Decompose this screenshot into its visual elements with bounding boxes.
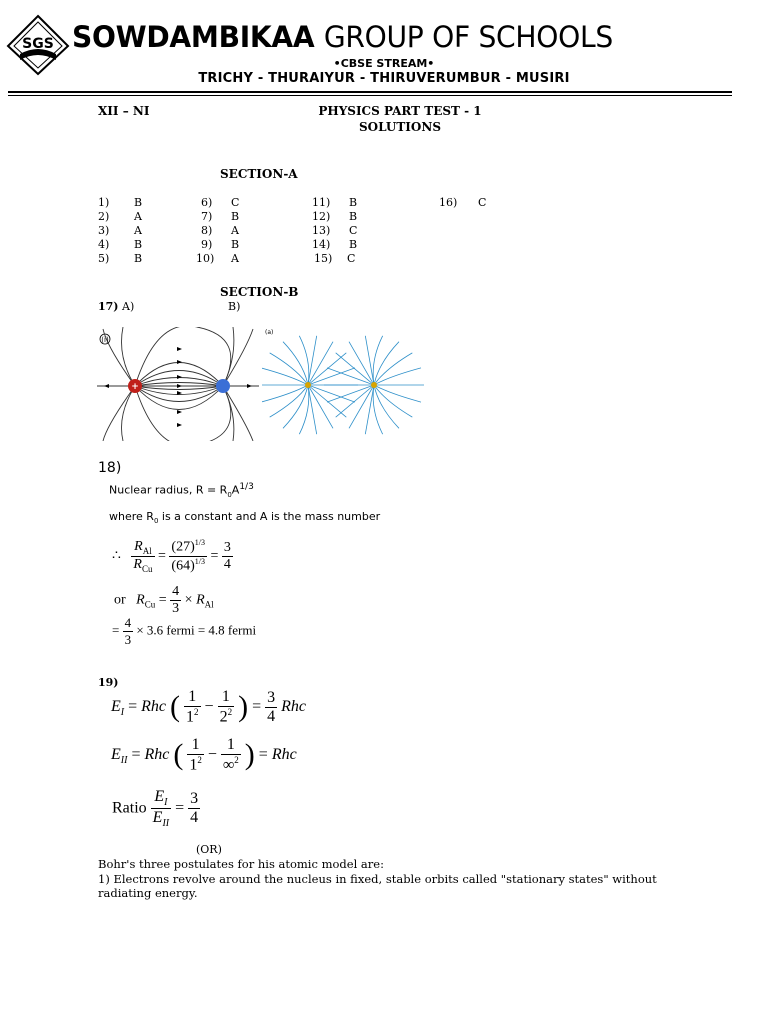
- svg-text:+: +: [131, 382, 139, 392]
- q17-label: [98, 300, 134, 313]
- q18-line1: [109, 482, 254, 499]
- answer-num: 11): [312, 196, 331, 209]
- answer-value: B: [231, 238, 240, 251]
- stream-label: •CBSE STREAM•: [333, 57, 435, 70]
- answer-num: 3): [98, 224, 110, 237]
- field-line: [373, 385, 383, 434]
- q19-e2-eq: $E_{II}$ = Rhc ( $\frac{1}{1^2}$ − $\frac{1}{\infty^2}$ ) = Rhc: [111, 736, 297, 774]
- school-name-bold: SOWDAMBIKAA: [72, 20, 315, 54]
- q17-part-b: B): [228, 300, 241, 313]
- field-line: [308, 385, 346, 417]
- test-title: PHYSICS PART TEST - 1: [318, 104, 482, 118]
- answer-value: A: [231, 252, 239, 265]
- answer-value: B: [134, 238, 143, 251]
- q19-number: 19): [98, 676, 119, 689]
- school-name-rest: GROUP OF SCHOOLS: [323, 20, 613, 54]
- field-line: [327, 385, 374, 402]
- answer-value: A: [134, 224, 142, 237]
- q18-three-quarters: $\frac{3}{4}$: [223, 539, 231, 572]
- answer-num: 12): [312, 210, 331, 223]
- answer-num: 8): [201, 224, 213, 237]
- q18-rcu-eq: or $R_{Cu}$ = $\frac{4}{3}$ × $R_{Al}$: [114, 584, 214, 616]
- q19-ratio-eq: Ratio $\frac{E_I}{E_{II}}$ = $\frac{3}{4}$: [112, 788, 199, 830]
- answer-value: A: [134, 210, 142, 223]
- answer-value: C: [478, 196, 487, 209]
- header-rule-thin: [8, 95, 732, 96]
- header-rule: [8, 91, 732, 93]
- q18-number: 18): [98, 460, 122, 476]
- answer-value: C: [347, 252, 356, 265]
- answer-value: B: [134, 196, 143, 209]
- answer-num: 15): [314, 252, 333, 265]
- q17-part-a: A): [122, 300, 135, 313]
- field-line: [308, 353, 346, 385]
- answer-num: 10): [196, 252, 215, 265]
- answer-num: 5): [98, 252, 110, 265]
- answer-num: 9): [201, 238, 213, 251]
- answer-value: B: [349, 196, 358, 209]
- q18-sub: 0: [227, 490, 232, 499]
- q18-text: where R: [109, 510, 154, 523]
- charge-left: [305, 382, 311, 388]
- answer-num: 14): [312, 238, 331, 251]
- q18-mass-frac: $\frac{(27)^{1/3}}{(64)^{1/3}}$: [171, 538, 205, 574]
- field-line: [299, 336, 309, 385]
- negative-charge: [216, 379, 230, 393]
- q18-text: is a constant and A is the mass number: [158, 510, 381, 523]
- q18-therefore: ∴: [112, 548, 121, 564]
- answer-num: 13): [312, 224, 331, 237]
- class-label: XII – NI: [98, 104, 150, 118]
- field-line: [299, 385, 309, 434]
- q18-result: = $\frac{4}{3}$ × 3.6 fermi = 4.8 fermi: [112, 615, 257, 647]
- answer-value: B: [349, 238, 358, 251]
- answer-num: 6): [201, 196, 213, 209]
- svg-text:SGS: SGS: [22, 36, 54, 52]
- answer-num: 4): [98, 238, 110, 251]
- q17-number: 17): [98, 300, 119, 313]
- q18-sup: 1/3: [239, 482, 254, 492]
- answer-num: 16): [439, 196, 458, 209]
- figure-label: (a): [265, 329, 274, 336]
- field-line: [373, 336, 383, 385]
- field-line: [327, 368, 374, 385]
- q19-e1-eq: $E_I$ = Rhc ( $\frac{1}{1^2}$ − $\frac{1}{2^2}$ ) = $\frac{3}{4}$ Rhc: [111, 688, 306, 726]
- q18-base: A: [231, 483, 240, 497]
- bohr-postulate-1-cont: radiating energy.: [98, 886, 198, 900]
- test-subtitle: SOLUTIONS: [359, 120, 441, 134]
- field-line: [336, 353, 374, 385]
- answer-value: B: [349, 210, 358, 223]
- bohr-postulate-1: 1) Electrons revolve around the nucleus in fixed, stable orbits called "stationary states" without: [98, 872, 657, 886]
- answer-value: B: [134, 252, 143, 265]
- field-line: [308, 385, 355, 402]
- like-charges-field-figure: [262, 327, 424, 435]
- charge-right: [371, 382, 377, 388]
- dipole-field-figure: [97, 327, 259, 441]
- answer-value: C: [349, 224, 358, 237]
- answer-value: A: [231, 224, 239, 237]
- bohr-intro: Bohr's three postulates for his atomic model are:: [98, 857, 384, 871]
- field-line: [308, 368, 355, 385]
- branches-line: TRICHY - THURAIYUR - THIRUVERUMBUR - MUSIRI: [198, 71, 570, 86]
- q18-ratio-frac: $\frac{R_{Al}}{R_{Cu}}$: [133, 538, 153, 574]
- field-line: [336, 385, 374, 417]
- answer-num: 2): [98, 210, 110, 223]
- answer-value: C: [231, 196, 240, 209]
- q18-result-text: × 3.6 fermi = 4.8 fermi: [136, 622, 257, 638]
- answer-num: 7): [201, 210, 213, 223]
- q18-text: Nuclear radius, R = R: [109, 483, 228, 497]
- q18-ratio-eq: ∴ $\frac{R_{Al}}{R_{Cu}}$ = $\frac{(27)^{1/3}}{(64)^{1/3}}$ = $\frac{3}{4}$: [112, 538, 231, 574]
- school-name: [72, 20, 613, 54]
- answer-value: B: [231, 210, 240, 223]
- answer-num: 1): [98, 196, 110, 209]
- figure-label: (i): [101, 336, 109, 344]
- or-label: (OR): [196, 843, 222, 856]
- q18-line2: [109, 510, 380, 525]
- q18-sub: 0: [153, 517, 159, 526]
- section-a-heading: SECTION-A: [220, 167, 298, 181]
- section-b-heading: SECTION-B: [220, 285, 299, 299]
